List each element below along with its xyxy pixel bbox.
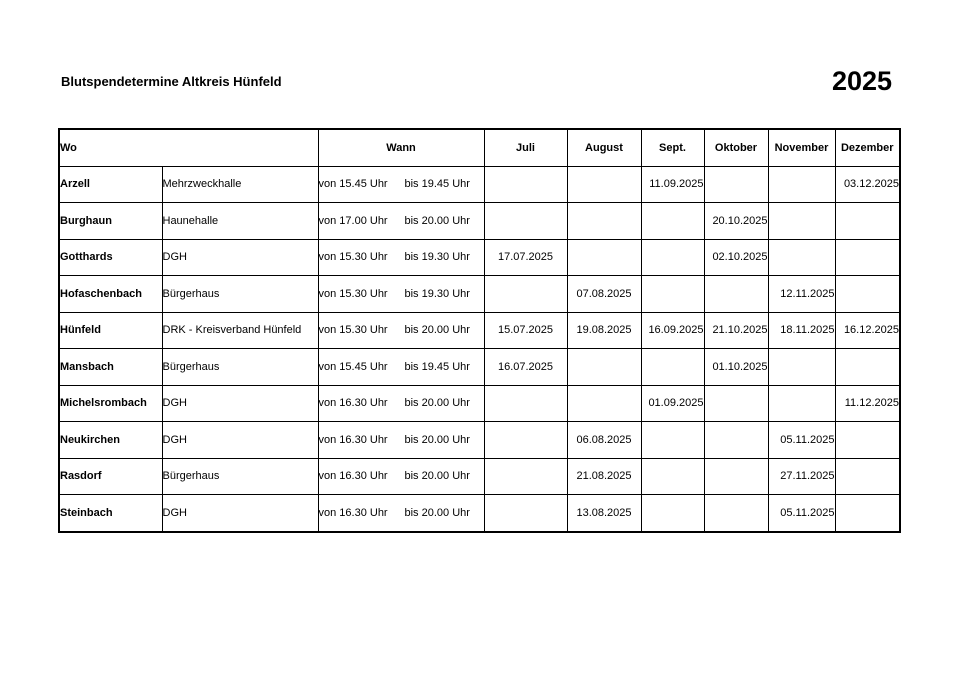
venue-cell: DRK - Kreisverband Hünfeld [162, 312, 318, 349]
column-header-wann: Wann [318, 129, 484, 166]
date-cell-dezember [835, 239, 900, 276]
date-cell-oktober: 02.10.2025 [704, 239, 768, 276]
place-cell: Arzell [59, 166, 162, 203]
column-header-dezember: Dezember [835, 129, 900, 166]
date-cell-sept: 11.09.2025 [641, 166, 704, 203]
table-row [59, 203, 900, 240]
date-cell-november: 05.11.2025 [768, 422, 835, 459]
date-cell-november [768, 166, 835, 203]
place-cell: Burghaun [59, 203, 162, 240]
place-cell: Hofaschenbach [59, 276, 162, 313]
date-cell-august [567, 166, 641, 203]
date-cell-sept [641, 203, 704, 240]
time-to: bis 19.45 Uhr [404, 178, 470, 191]
date-cell-dezember [835, 495, 900, 532]
time-to: bis 20.00 Uhr [404, 506, 470, 519]
venue-cell: Haunehalle [162, 203, 318, 240]
table-row [59, 458, 900, 495]
place-cell: Hünfeld [59, 312, 162, 349]
date-cell-august: 19.08.2025 [567, 312, 641, 349]
column-header-november: November [768, 129, 835, 166]
date-cell-august [567, 349, 641, 386]
date-cell-sept [641, 349, 704, 386]
column-header-sept: Sept. [641, 129, 704, 166]
date-cell-november [768, 239, 835, 276]
document-title: Blutspendetermine Altkreis Hünfeld [61, 74, 282, 89]
venue-cell: DGH [162, 422, 318, 459]
date-cell-oktober: 21.10.2025 [704, 312, 768, 349]
time-from: von 16.30 Uhr [318, 470, 388, 483]
date-cell-oktober [704, 276, 768, 313]
table-row [59, 385, 900, 422]
venue-cell: DGH [162, 385, 318, 422]
date-cell-august [567, 203, 641, 240]
place-cell: Mansbach [59, 349, 162, 386]
date-cell-sept: 01.09.2025 [641, 385, 704, 422]
time-cell [318, 458, 484, 495]
time-cell [318, 495, 484, 532]
place-cell: Neukirchen [59, 422, 162, 459]
date-cell-august [567, 239, 641, 276]
date-cell-august [567, 385, 641, 422]
time-from: von 15.30 Uhr [318, 251, 388, 264]
date-cell-juli: 15.07.2025 [484, 312, 567, 349]
time-cell [318, 239, 484, 276]
date-cell-sept [641, 495, 704, 532]
place-cell: Rasdorf [59, 458, 162, 495]
date-cell-november [768, 203, 835, 240]
time-cell [318, 166, 484, 203]
date-cell-oktober [704, 458, 768, 495]
date-cell-november: 18.11.2025 [768, 312, 835, 349]
date-cell-sept [641, 276, 704, 313]
time-from: von 15.30 Uhr [318, 287, 388, 300]
time-from: von 15.30 Uhr [318, 324, 388, 337]
date-cell-august: 13.08.2025 [567, 495, 641, 532]
date-cell-november [768, 385, 835, 422]
place-cell: Gotthards [59, 239, 162, 276]
table-row [59, 276, 900, 313]
date-cell-november: 05.11.2025 [768, 495, 835, 532]
date-cell-sept [641, 422, 704, 459]
time-to: bis 19.30 Uhr [404, 287, 470, 300]
date-cell-sept: 16.09.2025 [641, 312, 704, 349]
time-to: bis 20.00 Uhr [404, 214, 470, 227]
venue-cell: Mehrzweckhalle [162, 166, 318, 203]
date-cell-november: 27.11.2025 [768, 458, 835, 495]
table-row [59, 349, 900, 386]
date-cell-oktober [704, 385, 768, 422]
column-header-juli: Juli [484, 129, 567, 166]
time-to: bis 20.00 Uhr [404, 470, 470, 483]
date-cell-oktober: 01.10.2025 [704, 349, 768, 386]
date-cell-oktober: 20.10.2025 [704, 203, 768, 240]
time-from: von 15.45 Uhr [318, 360, 388, 373]
date-cell-dezember [835, 276, 900, 313]
date-cell-juli: 17.07.2025 [484, 239, 567, 276]
table-row [59, 312, 900, 349]
date-cell-juli: 16.07.2025 [484, 349, 567, 386]
time-cell [318, 349, 484, 386]
time-cell [318, 312, 484, 349]
date-cell-sept [641, 239, 704, 276]
date-cell-juli [484, 276, 567, 313]
date-cell-august: 06.08.2025 [567, 422, 641, 459]
time-to: bis 20.00 Uhr [404, 397, 470, 410]
table-row [59, 166, 900, 203]
time-to: bis 19.30 Uhr [404, 251, 470, 264]
time-to: bis 19.45 Uhr [404, 360, 470, 373]
date-cell-juli [484, 203, 567, 240]
venue-cell: Bürgerhaus [162, 349, 318, 386]
time-from: von 15.45 Uhr [318, 178, 388, 191]
time-from: von 16.30 Uhr [318, 506, 388, 519]
date-cell-oktober [704, 422, 768, 459]
date-cell-dezember: 03.12.2025 [835, 166, 900, 203]
column-header-wo: Wo [59, 129, 318, 166]
time-cell [318, 276, 484, 313]
date-cell-dezember [835, 203, 900, 240]
date-cell-november: 12.11.2025 [768, 276, 835, 313]
date-cell-juli [484, 458, 567, 495]
table-row [59, 422, 900, 459]
date-cell-juli [484, 385, 567, 422]
venue-cell: Bürgerhaus [162, 276, 318, 313]
time-to: bis 20.00 Uhr [404, 324, 470, 337]
date-cell-oktober [704, 495, 768, 532]
time-cell [318, 385, 484, 422]
date-cell-dezember [835, 349, 900, 386]
column-header-oktober: Oktober [704, 129, 768, 166]
time-cell [318, 203, 484, 240]
date-cell-juli [484, 495, 567, 532]
date-cell-dezember: 16.12.2025 [835, 312, 900, 349]
date-cell-november [768, 349, 835, 386]
date-cell-dezember [835, 422, 900, 459]
date-cell-sept [641, 458, 704, 495]
place-cell: Michelsrombach [59, 385, 162, 422]
date-cell-juli [484, 166, 567, 203]
place-cell: Steinbach [59, 495, 162, 532]
venue-cell: DGH [162, 239, 318, 276]
date-cell-oktober [704, 166, 768, 203]
date-cell-dezember [835, 458, 900, 495]
blood-donation-schedule-table [58, 128, 901, 533]
venue-cell: Bürgerhaus [162, 458, 318, 495]
column-header-august: August [567, 129, 641, 166]
time-from: von 16.30 Uhr [318, 433, 388, 446]
date-cell-august: 07.08.2025 [567, 276, 641, 313]
time-cell [318, 422, 484, 459]
venue-cell: DGH [162, 495, 318, 532]
time-to: bis 20.00 Uhr [404, 433, 470, 446]
time-from: von 17.00 Uhr [318, 214, 388, 227]
table-row [59, 239, 900, 276]
time-from: von 16.30 Uhr [318, 397, 388, 410]
date-cell-august: 21.08.2025 [567, 458, 641, 495]
table-header-row [59, 129, 900, 166]
date-cell-juli [484, 422, 567, 459]
table-row [59, 495, 900, 532]
document-year: 2025 [832, 66, 893, 96]
date-cell-dezember: 11.12.2025 [835, 385, 900, 422]
